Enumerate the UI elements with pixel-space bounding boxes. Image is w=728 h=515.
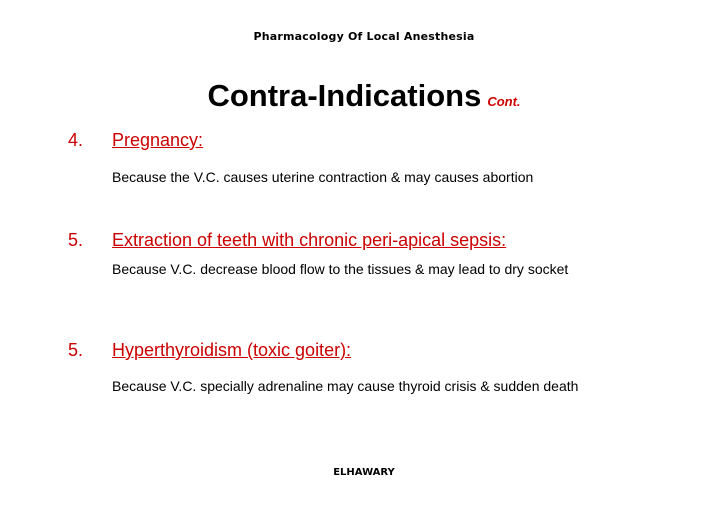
item-heading: Pregnancy:	[112, 130, 204, 150]
item-number: 5.	[68, 230, 84, 250]
slide-header: Pharmacology Of Local Anesthesia	[253, 30, 475, 43]
slide-footer: ELHAWARY	[333, 467, 395, 478]
item-heading: Hyperthyroidism (toxic goiter):	[112, 340, 352, 360]
item-number: 4.	[68, 130, 84, 150]
slide-title-row	[0, 78, 728, 114]
slide-title: Contra-Indications	[207, 78, 482, 113]
item-description: Because the V.C. causes uterine contraction & may causes abortion	[112, 169, 534, 185]
item-number: 5.	[68, 340, 84, 360]
item-description: Because V.C. specially adrenaline may cause thyroid crisis & sudden death	[112, 378, 579, 394]
slide-subtitle: Cont.	[487, 94, 521, 109]
item-heading: Extraction of teeth with chronic peri-apical sepsis:	[112, 230, 507, 250]
item-description: Because V.C. decrease blood flow to the tissues & may lead to dry socket	[112, 261, 569, 277]
